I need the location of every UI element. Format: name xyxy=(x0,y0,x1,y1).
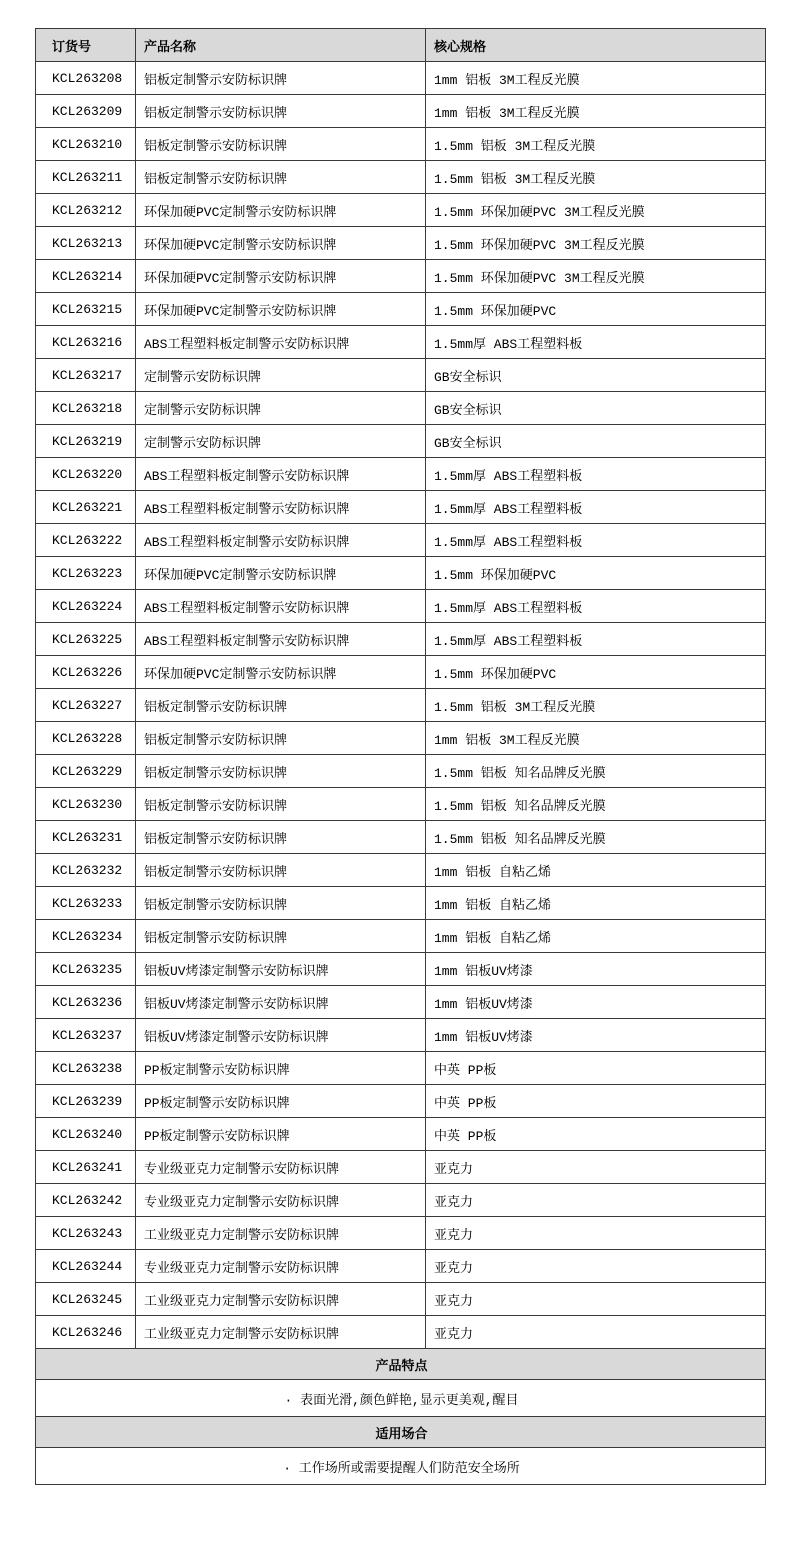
order-number-cell: KCL263233 xyxy=(36,887,136,920)
table-row xyxy=(36,755,766,788)
core-spec-cell: 1mm 铝板 3M工程反光膜 xyxy=(426,62,766,95)
core-spec-cell: GB安全标识 xyxy=(426,425,766,458)
product-name-cell: 铝板定制警示安防标识牌 xyxy=(136,722,426,755)
product-name-cell: 定制警示安防标识牌 xyxy=(136,359,426,392)
table-row xyxy=(36,722,766,755)
order-number-cell: KCL263231 xyxy=(36,821,136,854)
core-spec-cell: 亚克力 xyxy=(426,1151,766,1184)
order-number-cell: KCL263238 xyxy=(36,1052,136,1085)
order-number-cell: KCL263221 xyxy=(36,491,136,524)
table-row xyxy=(36,1085,766,1118)
core-spec-cell: 亚克力 xyxy=(426,1217,766,1250)
core-spec-cell: 亚克力 xyxy=(426,1184,766,1217)
product-name-cell: 环保加硬PVC定制警示安防标识牌 xyxy=(136,260,426,293)
column-header-product-name: 产品名称 xyxy=(136,29,426,62)
core-spec-cell: 1mm 铝板 3M工程反光膜 xyxy=(426,722,766,755)
table-row xyxy=(36,821,766,854)
core-spec-cell: 1mm 铝板 自粘乙烯 xyxy=(426,920,766,953)
table-row xyxy=(36,260,766,293)
core-spec-cell: 1.5mm 环保加硬PVC 3M工程反光膜 xyxy=(426,194,766,227)
section-content-product-features: · 表面光滑,颜色鲜艳,显示更美观,醒目 xyxy=(36,1380,766,1417)
product-name-cell: 铝板定制警示安防标识牌 xyxy=(136,821,426,854)
core-spec-cell: 1.5mm 铝板 3M工程反光膜 xyxy=(426,161,766,194)
table-row xyxy=(36,557,766,590)
order-number-cell: KCL263223 xyxy=(36,557,136,590)
order-number-cell: KCL263212 xyxy=(36,194,136,227)
order-number-cell: KCL263242 xyxy=(36,1184,136,1217)
order-number-cell: KCL263245 xyxy=(36,1283,136,1316)
core-spec-cell: 1mm 铝板 3M工程反光膜 xyxy=(426,95,766,128)
table-row xyxy=(36,293,766,326)
core-spec-cell: 1mm 铝板UV烤漆 xyxy=(426,986,766,1019)
order-number-cell: KCL263228 xyxy=(36,722,136,755)
product-name-cell: PP板定制警示安防标识牌 xyxy=(136,1085,426,1118)
order-number-cell: KCL263239 xyxy=(36,1085,136,1118)
product-name-cell: 环保加硬PVC定制警示安防标识牌 xyxy=(136,293,426,326)
product-name-cell: ABS工程塑料板定制警示安防标识牌 xyxy=(136,524,426,557)
product-name-cell: 环保加硬PVC定制警示安防标识牌 xyxy=(136,194,426,227)
product-name-cell: 铝板定制警示安防标识牌 xyxy=(136,920,426,953)
order-number-cell: KCL263236 xyxy=(36,986,136,1019)
core-spec-cell: 中英 PP板 xyxy=(426,1085,766,1118)
order-number-cell: KCL263234 xyxy=(36,920,136,953)
table-row xyxy=(36,1151,766,1184)
table-row xyxy=(36,524,766,557)
section-content-row xyxy=(36,1448,766,1485)
core-spec-cell: 1.5mm 环保加硬PVC 3M工程反光膜 xyxy=(426,260,766,293)
order-number-cell: KCL263215 xyxy=(36,293,136,326)
section-title-row xyxy=(36,1417,766,1448)
product-name-cell: 铝板定制警示安防标识牌 xyxy=(136,95,426,128)
product-name-cell: 铝板定制警示安防标识牌 xyxy=(136,854,426,887)
table-row xyxy=(36,854,766,887)
product-name-cell: 专业级亚克力定制警示安防标识牌 xyxy=(136,1184,426,1217)
product-name-cell: 环保加硬PVC定制警示安防标识牌 xyxy=(136,227,426,260)
column-header-order-number: 订货号 xyxy=(36,29,136,62)
table-row xyxy=(36,491,766,524)
product-name-cell: 铝板定制警示安防标识牌 xyxy=(136,887,426,920)
table-row xyxy=(36,95,766,128)
core-spec-cell: 1mm 铝板UV烤漆 xyxy=(426,953,766,986)
core-spec-cell: 中英 PP板 xyxy=(426,1052,766,1085)
table-row xyxy=(36,788,766,821)
order-number-cell: KCL263243 xyxy=(36,1217,136,1250)
order-number-cell: KCL263227 xyxy=(36,689,136,722)
table-row xyxy=(36,1118,766,1151)
product-name-cell: 铝板UV烤漆定制警示安防标识牌 xyxy=(136,1019,426,1052)
order-number-cell: KCL263220 xyxy=(36,458,136,491)
order-number-cell: KCL263219 xyxy=(36,425,136,458)
core-spec-cell: 1.5mm 铝板 知名品牌反光膜 xyxy=(426,755,766,788)
order-number-cell: KCL263225 xyxy=(36,623,136,656)
table-row xyxy=(36,986,766,1019)
core-spec-cell: 1.5mm 铝板 3M工程反光膜 xyxy=(426,128,766,161)
product-name-cell: 专业级亚克力定制警示安防标识牌 xyxy=(136,1250,426,1283)
product-name-cell: 铝板定制警示安防标识牌 xyxy=(136,755,426,788)
table-row xyxy=(36,1217,766,1250)
product-name-cell: 铝板定制警示安防标识牌 xyxy=(136,128,426,161)
table-row xyxy=(36,1250,766,1283)
core-spec-cell: 亚克力 xyxy=(426,1250,766,1283)
product-name-cell: 环保加硬PVC定制警示安防标识牌 xyxy=(136,557,426,590)
core-spec-cell: 1mm 铝板 自粘乙烯 xyxy=(426,854,766,887)
order-number-cell: KCL263217 xyxy=(36,359,136,392)
order-number-cell: KCL263213 xyxy=(36,227,136,260)
table-row xyxy=(36,227,766,260)
order-number-cell: KCL263229 xyxy=(36,755,136,788)
product-name-cell: 铝板定制警示安防标识牌 xyxy=(136,689,426,722)
table-row xyxy=(36,887,766,920)
table-row xyxy=(36,1019,766,1052)
core-spec-cell: 亚克力 xyxy=(426,1283,766,1316)
table-row xyxy=(36,392,766,425)
core-spec-cell: 1.5mm厚 ABS工程塑料板 xyxy=(426,623,766,656)
table-row xyxy=(36,1184,766,1217)
table-row xyxy=(36,161,766,194)
order-number-cell: KCL263237 xyxy=(36,1019,136,1052)
core-spec-cell: 1.5mm 环保加硬PVC 3M工程反光膜 xyxy=(426,227,766,260)
order-number-cell: KCL263222 xyxy=(36,524,136,557)
section-content-row xyxy=(36,1380,766,1417)
core-spec-cell: 1mm 铝板UV烤漆 xyxy=(426,1019,766,1052)
table-row xyxy=(36,920,766,953)
product-name-cell: ABS工程塑料板定制警示安防标识牌 xyxy=(136,590,426,623)
core-spec-cell: 1.5mm 铝板 知名品牌反光膜 xyxy=(426,821,766,854)
section-content-applicable-occasions: · 工作场所或需要提醒人们防范安全场所 xyxy=(36,1448,766,1485)
section-title-applicable-occasions: 适用场合 xyxy=(36,1417,766,1448)
order-number-cell: KCL263226 xyxy=(36,656,136,689)
order-number-cell: KCL263210 xyxy=(36,128,136,161)
core-spec-cell: 1.5mm厚 ABS工程塑料板 xyxy=(426,524,766,557)
core-spec-cell: 1.5mm 环保加硬PVC xyxy=(426,656,766,689)
product-name-cell: 定制警示安防标识牌 xyxy=(136,425,426,458)
product-name-cell: 铝板定制警示安防标识牌 xyxy=(136,788,426,821)
product-name-cell: PP板定制警示安防标识牌 xyxy=(136,1118,426,1151)
table-row xyxy=(36,425,766,458)
section-title-product-features: 产品特点 xyxy=(36,1349,766,1380)
order-number-cell: KCL263232 xyxy=(36,854,136,887)
table-row xyxy=(36,1283,766,1316)
order-number-cell: KCL263244 xyxy=(36,1250,136,1283)
product-name-cell: ABS工程塑料板定制警示安防标识牌 xyxy=(136,491,426,524)
core-spec-cell: 1.5mm 环保加硬PVC xyxy=(426,293,766,326)
table-row xyxy=(36,62,766,95)
product-name-cell: 工业级亚克力定制警示安防标识牌 xyxy=(136,1217,426,1250)
table-row xyxy=(36,1316,766,1349)
order-number-cell: KCL263246 xyxy=(36,1316,136,1349)
core-spec-cell: 1.5mm厚 ABS工程塑料板 xyxy=(426,458,766,491)
order-number-cell: KCL263208 xyxy=(36,62,136,95)
table-row xyxy=(36,1052,766,1085)
core-spec-cell: 1.5mm厚 ABS工程塑料板 xyxy=(426,491,766,524)
table-row xyxy=(36,953,766,986)
order-number-cell: KCL263240 xyxy=(36,1118,136,1151)
product-name-cell: 铝板定制警示安防标识牌 xyxy=(136,62,426,95)
core-spec-cell: 1.5mm 铝板 知名品牌反光膜 xyxy=(426,788,766,821)
table-row xyxy=(36,458,766,491)
core-spec-cell: 1.5mm厚 ABS工程塑料板 xyxy=(426,590,766,623)
order-number-cell: KCL263211 xyxy=(36,161,136,194)
product-name-cell: 铝板UV烤漆定制警示安防标识牌 xyxy=(136,986,426,1019)
core-spec-cell: 亚克力 xyxy=(426,1316,766,1349)
product-name-cell: 定制警示安防标识牌 xyxy=(136,392,426,425)
table-row xyxy=(36,656,766,689)
product-name-cell: 铝板定制警示安防标识牌 xyxy=(136,161,426,194)
core-spec-cell: 1mm 铝板 自粘乙烯 xyxy=(426,887,766,920)
product-name-cell: ABS工程塑料板定制警示安防标识牌 xyxy=(136,458,426,491)
order-number-cell: KCL263218 xyxy=(36,392,136,425)
product-spec-table xyxy=(35,28,766,1485)
product-name-cell: ABS工程塑料板定制警示安防标识牌 xyxy=(136,326,426,359)
core-spec-cell: GB安全标识 xyxy=(426,392,766,425)
order-number-cell: KCL263224 xyxy=(36,590,136,623)
product-name-cell: ABS工程塑料板定制警示安防标识牌 xyxy=(136,623,426,656)
core-spec-cell: 1.5mm 铝板 3M工程反光膜 xyxy=(426,689,766,722)
core-spec-cell: 1.5mm 环保加硬PVC xyxy=(426,557,766,590)
table-row xyxy=(36,194,766,227)
product-name-cell: 环保加硬PVC定制警示安防标识牌 xyxy=(136,656,426,689)
order-number-cell: KCL263209 xyxy=(36,95,136,128)
column-header-core-spec: 核心规格 xyxy=(426,29,766,62)
table-body xyxy=(36,62,766,1349)
product-name-cell: 专业级亚克力定制警示安防标识牌 xyxy=(136,1151,426,1184)
product-name-cell: 工业级亚克力定制警示安防标识牌 xyxy=(136,1283,426,1316)
core-spec-cell: GB安全标识 xyxy=(426,359,766,392)
header-row xyxy=(36,29,766,62)
order-number-cell: KCL263216 xyxy=(36,326,136,359)
core-spec-cell: 中英 PP板 xyxy=(426,1118,766,1151)
table-row xyxy=(36,590,766,623)
table-row xyxy=(36,689,766,722)
order-number-cell: KCL263241 xyxy=(36,1151,136,1184)
order-number-cell: KCL263214 xyxy=(36,260,136,293)
core-spec-cell: 1.5mm厚 ABS工程塑料板 xyxy=(426,326,766,359)
table-row xyxy=(36,128,766,161)
product-name-cell: 铝板UV烤漆定制警示安防标识牌 xyxy=(136,953,426,986)
table-row xyxy=(36,359,766,392)
order-number-cell: KCL263230 xyxy=(36,788,136,821)
order-number-cell: KCL263235 xyxy=(36,953,136,986)
table-row xyxy=(36,623,766,656)
product-name-cell: 工业级亚克力定制警示安防标识牌 xyxy=(136,1316,426,1349)
product-name-cell: PP板定制警示安防标识牌 xyxy=(136,1052,426,1085)
section-title-row xyxy=(36,1349,766,1380)
table-footer-sections xyxy=(36,1349,766,1485)
table-row xyxy=(36,326,766,359)
